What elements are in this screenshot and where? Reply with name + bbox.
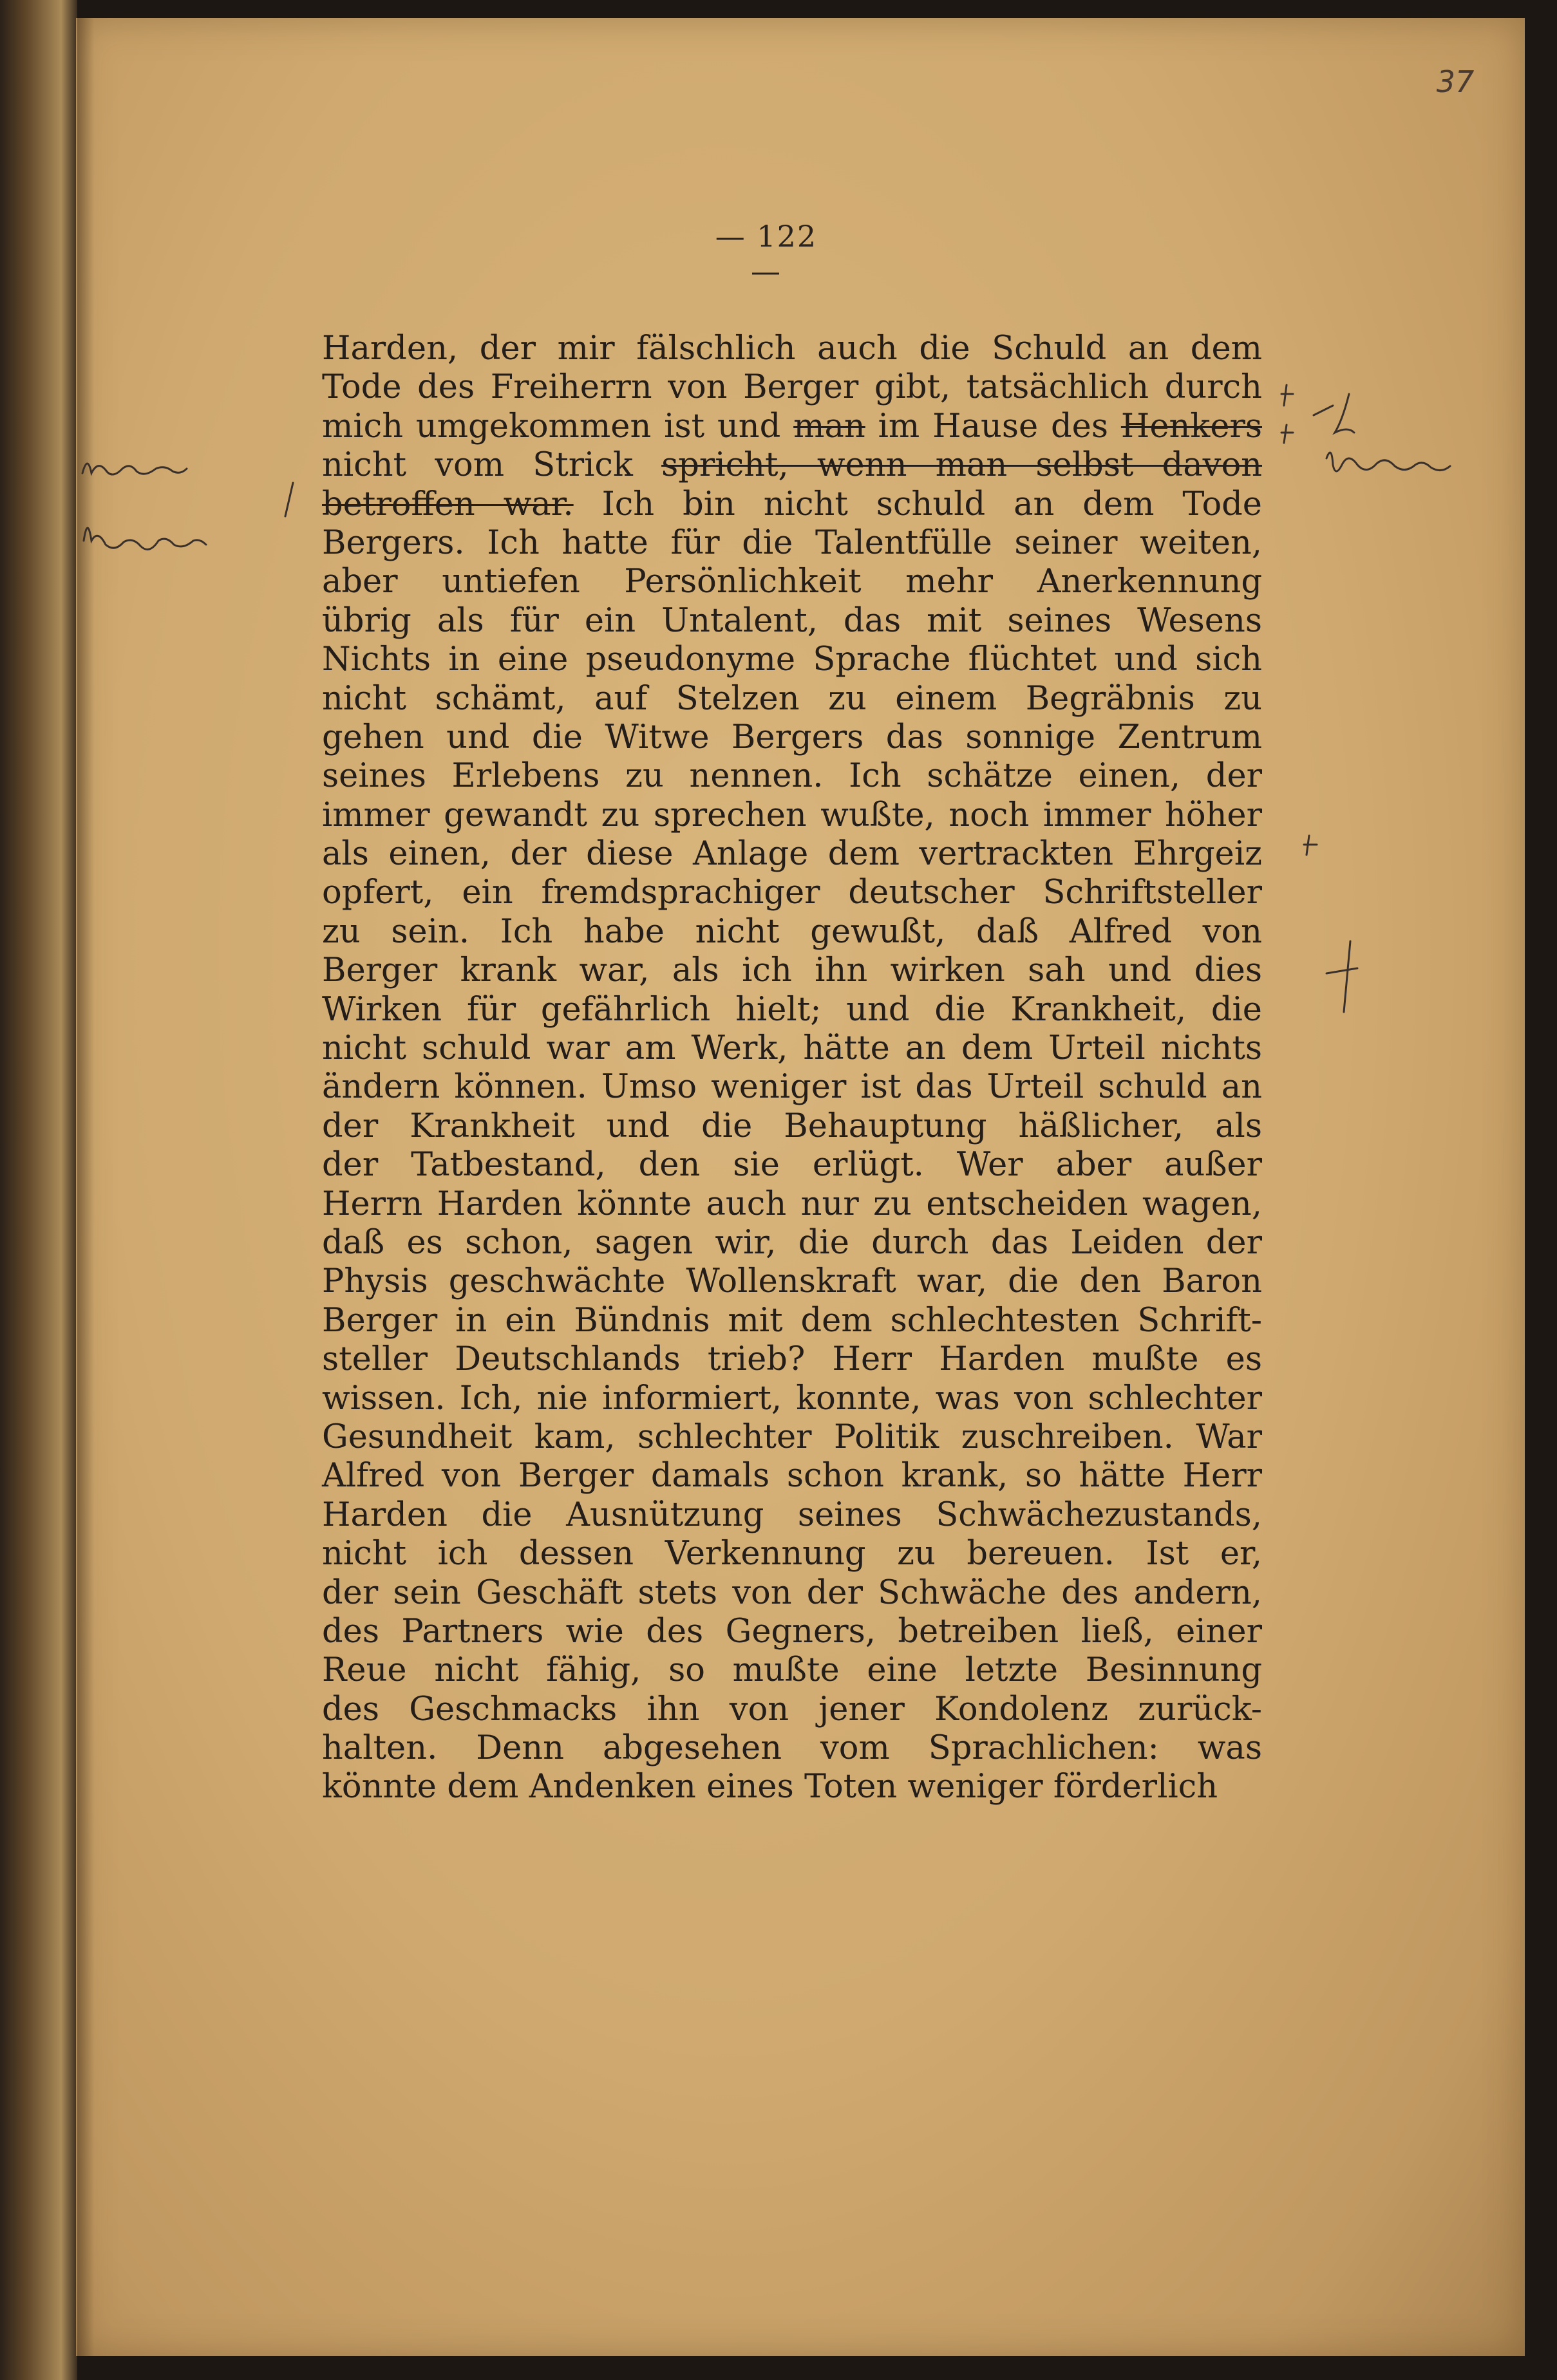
text-line: Harden, der mir fälschlich auch die Schuld an dem bbox=[322, 330, 1262, 368]
page-fold-shadow bbox=[77, 18, 94, 2356]
struck-word: man bbox=[793, 407, 865, 445]
text-line: Nichts in eine pseudonyme Sprache flüchtet und sich bbox=[322, 641, 1262, 679]
text-line: steller Deutschlands trieb? Herr Harden mußte es bbox=[322, 1340, 1262, 1379]
page-number: — 122 — bbox=[715, 219, 818, 288]
text-line: der Tatbestand, den sie erlügt. Wer aber außer bbox=[322, 1146, 1262, 1185]
adjacent-page-edge bbox=[0, 0, 77, 2380]
text-line: Herrn Harden könnte auch nur zu entscheiden wagen, bbox=[322, 1185, 1262, 1223]
text-line: des Partners wie des Gegners, betreiben ließ, einer bbox=[322, 1612, 1262, 1651]
text-line: aber untiefen Persönlichkeit mehr Anerkennung bbox=[322, 563, 1262, 601]
text-line: Physis geschwächte Wollenskraft war, die den Baron bbox=[322, 1262, 1262, 1301]
text-line: Tode des Freiherrn von Berger gibt, tatsächlich durch bbox=[322, 368, 1262, 407]
text-line bbox=[322, 446, 1262, 485]
text-line: halten. Denn abgesehen vom Sprachlichen: was bbox=[322, 1729, 1262, 1768]
text-line: Harden die Ausnützung seines Schwächezustands, bbox=[322, 1495, 1262, 1534]
text-line: Alfred von Berger damals schon krank, so hätte Herr bbox=[322, 1457, 1262, 1495]
text-line: nicht ich dessen Verkennung zu bereuen. Ist er, bbox=[322, 1535, 1262, 1573]
text-line: nicht schuld war am Werk, hätte an dem Urteil nichts bbox=[322, 1029, 1262, 1068]
text-line: der sein Geschäft stets von der Schwäche des andern, bbox=[322, 1573, 1262, 1612]
struck-phrase: spricht, wenn man selbst davon bbox=[661, 446, 1262, 485]
text-fragment: mich umgekommen ist und bbox=[322, 407, 794, 445]
text-line: übrig als für ein Untalent, das mit seines Wesens bbox=[322, 601, 1262, 640]
text-line: gehen und die Witwe Bergers das sonnige Zentrum bbox=[322, 718, 1262, 756]
text-fragment: nicht vom Strick bbox=[322, 446, 662, 485]
text-line: immer gewandt zu sprechen wußte, noch immer höher bbox=[322, 796, 1262, 834]
text-line bbox=[322, 485, 1262, 524]
text-fragment: im Hause des bbox=[865, 407, 1121, 445]
text-line: ändern können. Umso weniger ist das Urteil schuld an bbox=[322, 1068, 1262, 1107]
text-line: Gesundheit kam, schlechter Politik zuschreiben. War bbox=[322, 1418, 1262, 1456]
archive-folio-number: 37 bbox=[1436, 64, 1475, 99]
text-line: zu sein. Ich habe nicht gewußt, daß Alfred von bbox=[322, 912, 1262, 951]
text-line: wissen. Ich, nie informiert, konnte, was von schlechter bbox=[322, 1379, 1262, 1418]
text-line: Berger in ein Bündnis mit dem schlechtesten Schrift- bbox=[322, 1301, 1262, 1340]
text-line: Bergers. Ich hatte für die Talentfülle seiner weiten, bbox=[322, 523, 1262, 562]
text-line: nicht schämt, auf Stelzen zu einem Begräbnis zu bbox=[322, 679, 1262, 718]
struck-phrase: betroffen war. bbox=[322, 485, 574, 523]
text-line: könnte dem Andenken eines Toten weniger förderlich bbox=[322, 1768, 1218, 1806]
text-fragment: Ich bin nicht schuld an dem Tode bbox=[573, 485, 1262, 523]
text-line: opfert, ein fremdsprachiger deutscher Schriftsteller bbox=[322, 874, 1262, 912]
text-line: des Geschmacks ihn von jener Kondolenz zurück- bbox=[322, 1690, 1262, 1729]
struck-word: Henkers bbox=[1120, 407, 1262, 445]
text-line: Reue nicht fähig, so mußte eine letzte Besinnung bbox=[322, 1651, 1262, 1690]
text-line: seines Erlebens zu nennen. Ich schätze einen, der bbox=[322, 757, 1262, 796]
body-text bbox=[322, 330, 1262, 1807]
text-line bbox=[322, 408, 1262, 446]
text-line: der Krankheit und die Behauptung häßlicher, als bbox=[322, 1107, 1262, 1145]
text-line: Wirken für gefährlich hielt; und die Krankheit, die bbox=[322, 990, 1262, 1029]
text-line: Berger krank war, als ich ihn wirken sah und dies bbox=[322, 951, 1262, 990]
text-line: als einen, der diese Anlage dem vertrackten Ehrgeiz bbox=[322, 835, 1262, 874]
text-line: daß es schon, sagen wir, die durch das Leiden der bbox=[322, 1223, 1262, 1262]
